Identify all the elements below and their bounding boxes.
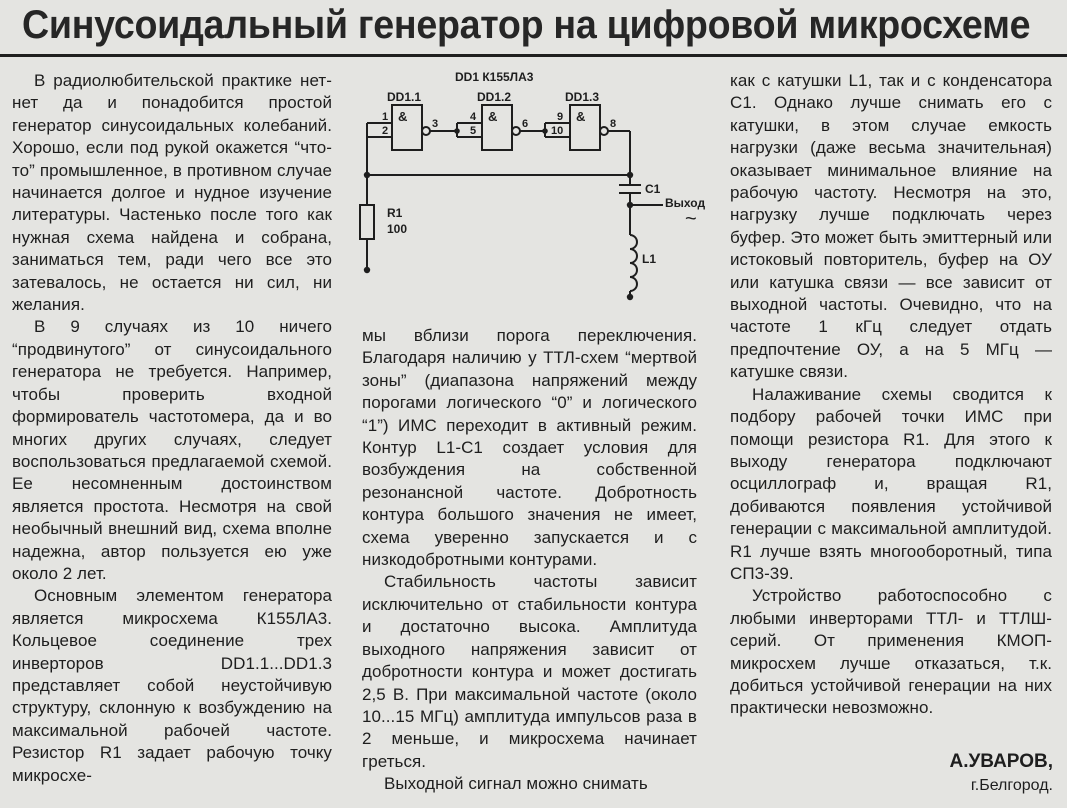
paragraph: Основным элементом генератора является микросхема К155ЛА3. Кольцевое соединение трех инверторов DD1.1...DD1.3 представляет собой неустойчивую структуру, склонную к возбуждению на максимальной рабочей частоте. Резистор R1 задает рабочую точку микросхе- (12, 586, 332, 785)
paragraph: В 9 случаях из 10 ничего “продвинутого” от синусоидального генератора не требуется. Например, чтобы проверить входной формирователь частотомера, да и во многих других случаях, следует воспользоваться предлагаемой схемой. Ее несомненным достоинством является простота. Несмотря на свой необычный внешний вид, схема вполне надежна, автор пользуется ею уже около 2 лет. (12, 317, 332, 583)
text-column-1 (12, 70, 332, 787)
title-rule (0, 54, 1067, 57)
pin-1: 1 (382, 111, 389, 123)
gate-symbol-2: & (488, 109, 498, 124)
pin-2: 2 (382, 125, 389, 137)
text-column-3 (730, 70, 1052, 720)
paragraph: Стабильность частоты зависит исключительно от стабильности контура и достаточно высока. Амплитуда выходного напряжения зависит от добротности контура и может достигать 2,5 В. При максимальной частоте (около 10...15 МГц) амплитуда импульсов раза в 2 меньше, и микросхема начинает греться. (362, 572, 697, 771)
paragraph: Выходной сигнал можно снимать (384, 774, 648, 794)
resistor-value: 100 (387, 222, 408, 236)
author-block (949, 749, 1053, 797)
pin-8: 8 (610, 118, 617, 130)
paragraph: В радиолюбительской практике нет-нет да и понадобится простой генератор синусоидальных колебаний. Хорошо, если под рукой окажется “что-то” промышленное, в противном случае начинается долгое и нудное изучение литературы. Частенько после того как нужная схема найдена и собрана, заниматься тем, ради чего все это затевалось, не остается ни сил, ни желания. (12, 71, 332, 315)
paragraph: Налаживание схемы сводится к подбору рабочей точки ИМС при помощи резистора R1. Для этого к выходу генератора подключают осциллограф и, вращая R1, добиваются появления устойчивой генерации с максимальной амплитудой. R1 лучше взять многооборотный, типа СП3-39. (730, 384, 1052, 583)
pin-5: 5 (470, 125, 477, 137)
text-column-2 (362, 325, 697, 796)
output-label: Выход (665, 196, 706, 210)
gate-symbol-3: & (576, 109, 586, 124)
pin-6: 6 (522, 118, 529, 130)
gate-label-dd1-1: DD1.1 (387, 90, 422, 104)
chip-label: DD1 К155ЛА3 (455, 70, 534, 84)
paragraph: мы вблизи порога переключения. Благодаря наличию у ТТЛ-схем “мертвой зоны” (диапазона напряжений между порогами логического “0” и логического “1”) ИМС переходит в активный режим. Контур L1-C1 создает условия для возбуждения на собственной резонансной частоте. Добротность контура большого значения не имеет, схема уверенно запускается и с низкодобротными контурами. (362, 326, 697, 570)
circuit-schematic (345, 65, 715, 305)
paragraph: Устройство работоспособно с любыми инверторами ТТЛ- и ТТЛШ-серий. От применения КМОП-микросхем лучше отказаться, т.к. добиться устойчивой генерации на них практически невозможно. (730, 586, 1052, 718)
gate-label-dd1-3: DD1.3 (565, 90, 600, 104)
pin-3: 3 (432, 118, 439, 130)
resistor-r1 (360, 205, 374, 239)
pin-9: 9 (557, 111, 564, 123)
capacitor-label: C1 (645, 182, 661, 196)
article-title: Синусоидальный генератор на цифровой микросхеме (22, 3, 1031, 47)
inductor-label: L1 (642, 252, 657, 266)
inductor-l1 (630, 235, 637, 291)
resistor-label: R1 (387, 206, 403, 220)
paragraph: как с катушки L1, так и с конденсатора C1. Однако лучше снимать его с катушки, в этом случае емкость нагрузки (даже весьма значительная) оказывает минимальное влияние на рабочую частоту. Несмотря на это, нагрузку лучше подключать через буфер. Это может быть эмиттерный или истоковый повторитель, буфер на ОУ или катушка связи — все зависит от выходной частоты. Очевидно, что на частоте 1 кГц следует отдать предпочтение ОУ, а на 5 МГц — катушке связи. (730, 71, 1052, 382)
pin-10: 10 (551, 125, 564, 137)
gate-label-dd1-2: DD1.2 (477, 90, 512, 104)
author-city: г.Белгород. (970, 777, 1053, 794)
sine-wave-icon: ~ (685, 208, 697, 230)
gate-symbol-1: & (398, 109, 408, 124)
author-name: А.УВАРОВ, (949, 751, 1053, 772)
pin-4: 4 (470, 111, 477, 123)
